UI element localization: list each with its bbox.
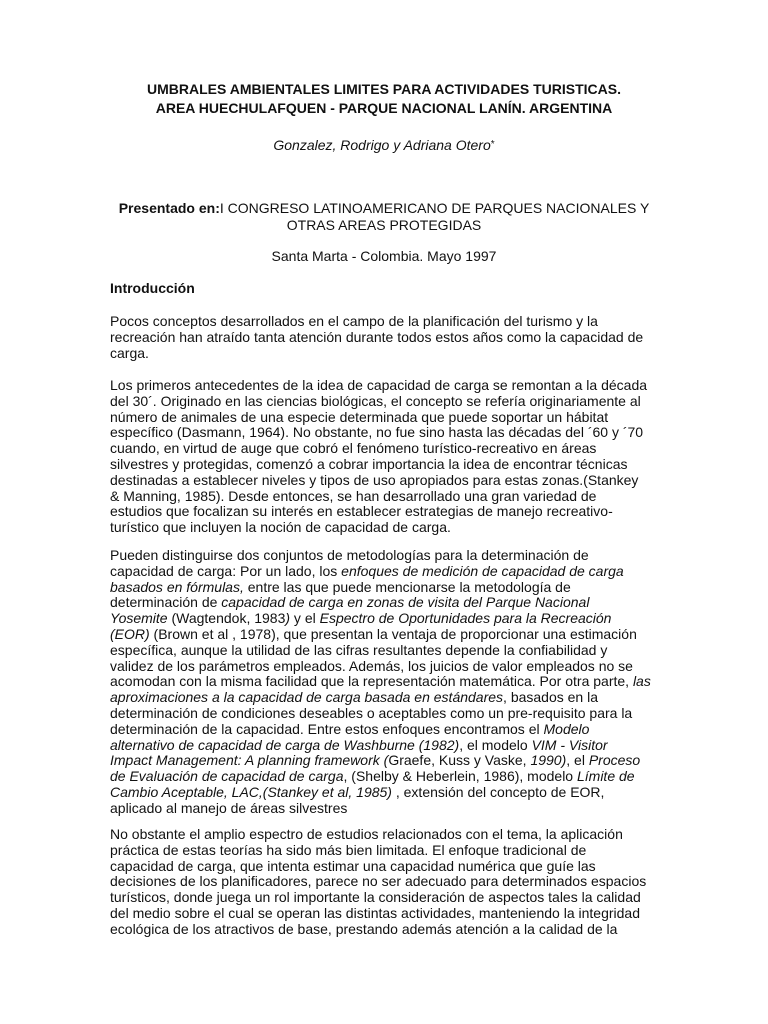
- text-run: determinación de condiciones deseables o aceptables como un pre-requisito para la: [110, 704, 633, 721]
- text-run: específico (Dasmann, 1964). No obstante, no fue sino hasta las décadas del ´60 y ´70: [110, 424, 644, 441]
- text-line: [110, 378, 670, 394]
- italic-text-run: alternativo de capacidad de carga de Washburne (1982): [110, 736, 460, 753]
- text-line: [110, 690, 670, 706]
- paragraph-1: [110, 314, 670, 361]
- text-run: capacidad de carga, que intenta estimar una capacidad numérica que guíe las: [110, 857, 596, 874]
- title-line-1: UMBRALES AMBIENTALES LIMITES PARA ACTIVIDADES TURISTICAS.: [147, 81, 621, 97]
- italic-text-run: Espectro de Oportunidades para la Recreación: [319, 610, 612, 627]
- authors: [0, 136, 768, 154]
- text-run: No obstante el amplio espectro de estudios relacionados con el tema, la aplicación: [110, 826, 623, 842]
- italic-text-run: aproximaciones a la capacidad de carga basada en estándares: [110, 689, 504, 706]
- text-line: [110, 801, 670, 817]
- text-line: [110, 548, 670, 564]
- text-line: [110, 753, 670, 769]
- italic-text-run: Impact Management: A planning framework (: [110, 752, 389, 769]
- text-run: turístico que incluyen la noción de capacidad de carga.: [110, 519, 451, 536]
- text-line: [110, 595, 670, 611]
- text-run: estudios que focalizan su interés en establecer estrategias de manejo recreativo-: [110, 503, 613, 520]
- text-run: , el: [566, 752, 589, 769]
- text-line: [110, 520, 670, 536]
- italic-text-run: Proceso: [588, 752, 641, 769]
- text-run: determinación de la capacidad. Entre estos enfoques encontramos el: [110, 720, 544, 737]
- text-line: [110, 738, 670, 754]
- text-line: [110, 674, 670, 690]
- text-line: [110, 922, 670, 938]
- section-heading: Introducción: [110, 280, 195, 296]
- italic-text-run: basados en fórmulas,: [110, 578, 244, 595]
- text-run: decisiones de los planificadores, parece no ser adecuado para determinados espacios: [110, 873, 647, 890]
- italic-text-run: las: [632, 673, 651, 690]
- italic-text-run: VIM - Visitor: [531, 736, 608, 753]
- text-run: entre las que puede mencionarse la metodología de: [243, 578, 571, 595]
- presented-line-2: OTRAS AREAS PROTEGIDAS: [286, 217, 482, 233]
- text-line: [110, 489, 670, 505]
- text-line: [110, 330, 670, 346]
- text-run: del medio sobre el cual se operan las distintas actividades, manteniendo la integridad: [110, 904, 640, 921]
- paragraph-4: [110, 827, 670, 938]
- text-run: Los primeros antecedentes de la idea de capacidad de carga se remontan a la década: [110, 377, 648, 393]
- text-line: [110, 827, 670, 843]
- text-line: [110, 564, 670, 580]
- text-line: [110, 346, 670, 362]
- italic-text-run: capacidad de carga en zonas de visita del Parque Nacional: [221, 594, 590, 611]
- text-line: [110, 425, 670, 441]
- authors-footnote-mark: *: [490, 139, 495, 150]
- text-line: [110, 504, 670, 520]
- text-line: [110, 859, 670, 875]
- text-line: [110, 906, 670, 922]
- text-line: [110, 611, 670, 627]
- text-run: del 30´. Originado en las ciencias biológicas, el concepto se refería originariamente al: [110, 392, 641, 409]
- text-line: [110, 659, 670, 675]
- text-run: , (Shelby & Heberlein, 1986), modelo: [343, 768, 577, 785]
- text-run: destinadas a establecer niveles y tipos de uso apropiados para estas zonas.(Stankey: [110, 471, 639, 488]
- italic-text-run: Cambio Aceptable, LAC,(Stankey et al, 1985): [110, 783, 392, 800]
- document-title: [60, 80, 708, 118]
- italic-text-run: (EOR): [110, 625, 150, 642]
- text-run: turísticos, donde juega un rol importante la consideración de aspectos tales la calidad: [110, 889, 641, 906]
- text-line: [110, 457, 670, 473]
- text-run: , basados en la: [503, 689, 599, 706]
- text-line: [110, 643, 670, 659]
- text-run: Pueden distinguirse dos conjuntos de metodologías para la determinación de: [110, 547, 589, 563]
- italic-text-run: Modelo: [543, 720, 590, 737]
- text-run: cuando, en virtud de auge que cobró el fenómeno turístico-recreativo en áreas: [110, 440, 597, 457]
- text-run: Pocos conceptos desarrollados en el campo de la planificación del turismo y la: [110, 313, 598, 329]
- presented-label: Presentado en:: [118, 200, 220, 216]
- text-run: , el modelo: [459, 736, 532, 753]
- text-run: acomodan con la misma facilidad que la representación matemática. Por otra parte,: [110, 673, 633, 690]
- text-run: & Manning, 1985). Desde entonces, se han desarrollado una gran variedad de: [110, 487, 597, 504]
- text-line: [110, 314, 670, 330]
- text-run: ecológica de los atractivos de base, prestando además atención a la calidad de la: [110, 920, 618, 937]
- title-line-2: AREA HUECHULAFQUEN - PARQUE NACIONAL LANÍN. ARGENTINA: [155, 100, 613, 116]
- text-line: [110, 843, 670, 859]
- italic-text-run: 1990): [530, 752, 567, 769]
- text-line: [110, 473, 670, 489]
- text-run: carga.: [110, 344, 149, 361]
- text-run: validez de los parámetros empleados. Además, los juicios de valor empleados no se: [110, 657, 633, 674]
- italic-text-run: de Evaluación de capacidad de carga: [110, 768, 344, 785]
- text-line: [110, 722, 670, 738]
- text-line: [110, 410, 670, 426]
- text-line: [110, 441, 670, 457]
- text-line: [110, 627, 670, 643]
- presented-line-1: I CONGRESO LATINOAMERICANO DE PARQUES NACIONALES Y: [219, 200, 650, 216]
- text-line: [110, 785, 670, 801]
- text-line: [110, 580, 670, 596]
- italic-text-run: enfoques de medición de capacidad de carga: [341, 562, 624, 579]
- text-run: número de animales de una especie determinada que puede soportar un hábitat: [110, 408, 609, 425]
- authors-names: Gonzalez, Rodrigo y Adriana Otero: [273, 137, 491, 153]
- paragraph-3: [110, 548, 670, 817]
- text-run: (Wagtendok, 1983: [167, 610, 286, 627]
- paragraph-2: [110, 378, 670, 536]
- text-run: recreación han atraído tanta atención durante todos estos años como la capacidad de: [110, 328, 644, 345]
- italic-text-run: Yosemite: [110, 610, 168, 627]
- presented-at: [60, 200, 708, 234]
- italic-text-run: Límite de: [576, 768, 635, 785]
- text-line: [110, 769, 670, 785]
- text-run: específica, aunque la utilidad de las cifras resultantes depende la confiabilidad y: [110, 641, 608, 658]
- text-run: , extensión del concepto de EOR,: [391, 783, 605, 800]
- text-line: [110, 706, 670, 722]
- text-line: [110, 874, 670, 890]
- text-line: [110, 394, 670, 410]
- italic-text-run: ): [285, 610, 291, 627]
- text-run: determinación de: [110, 594, 222, 611]
- event-place-date: Santa Marta - Colombia. Mayo 1997: [271, 248, 497, 264]
- text-run: silvestres y protegidas, comenzó a cobrar importancia la idea de encontrar técnicas: [110, 455, 628, 472]
- text-line: [110, 890, 670, 906]
- text-run: capacidad de carga: Por un lado, los: [110, 562, 342, 579]
- text-run: aplicado al manejo de áreas silvestres: [110, 799, 348, 816]
- text-run: práctica de estas teorías ha sido más bien limitada. El enfoque tradicional de: [110, 841, 587, 858]
- text-run: (Brown et al , 1978), que presentan la ventaja de proporcionar una estimación: [149, 625, 637, 642]
- text-run: y el: [290, 610, 320, 627]
- text-run: Graefe, Kuss y Vaske,: [388, 752, 531, 769]
